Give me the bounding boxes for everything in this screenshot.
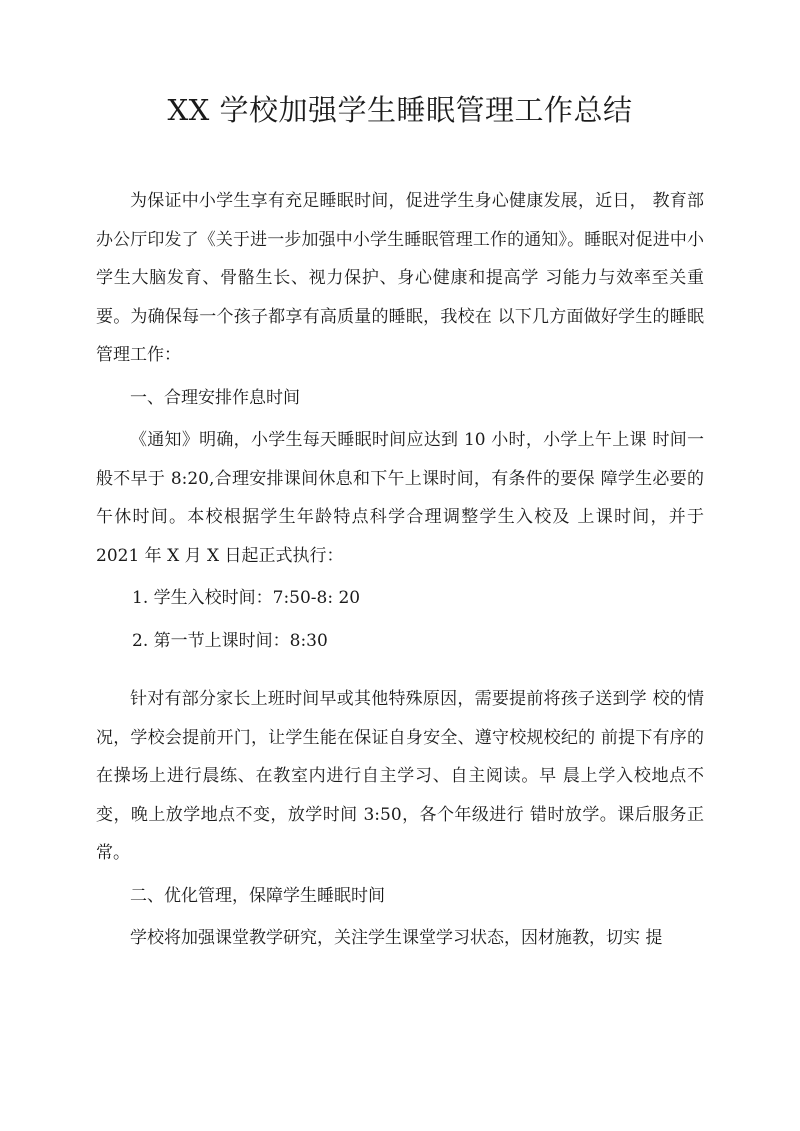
early-arrival-paragraph: 针对有部分家长上班时间早或其他特殊原因，需要提前将孩子送到学 校的情况，学校会提前开门，让学生能在保证自身安全、遵守校规校纪的 前提下有序的在操场上进行晨练、在教室内进行自主学习、自主阅读。早 晨上学入校地点不变，晚上放学地点不变，放学时间 3:50，各个年级进行 错时放学。课后服务正常。	[96, 689, 704, 863]
schedule-paragraph: 《通知》明确，小学生每天睡眠时间应达到 10 小时，小学上午上课 时间一般不早于 8:20,合理安排课间休息和下午上课时间，有条件的要保 障学生必要的午休时间。本校根据学生年龄特点科学合理调整学生入校及 上课时间，并于 2021 年 X 月 X 日起正式执行：	[96, 430, 704, 566]
document-title: XX 学校加强学生睡眠管理工作总结	[167, 93, 633, 127]
teaching-paragraph: 学校将加强课堂教学研究，关注学生课堂学习状态，因材施教，切实 提	[130, 928, 663, 948]
document-body	[96, 182, 704, 958]
section-heading-1: 一、合理安排作息时间	[130, 387, 300, 408]
intro-paragraph: 为保证中小学生享有充足睡眠时间，促进学生身心健康发展，近日， 教育部办公厅印发了《关于进一步加强中小学生睡眠管理工作的通知》。睡眠对促进中小学生大脑发育、骨骼生长、视力保护、身心健康和提高学 习能力与效率至关重要。为确保每一个孩子都享有高质量的睡眠，我校在 以下几方面做好学生的睡眠管理工作：	[96, 191, 704, 365]
section-heading-2: 二、优化管理，保障学生睡眠时间	[130, 885, 385, 906]
list-item: 1. 学生入校时间：7:50-8: 20	[132, 588, 361, 608]
list-item: 2. 第一节上课时间：8:30	[132, 630, 328, 651]
